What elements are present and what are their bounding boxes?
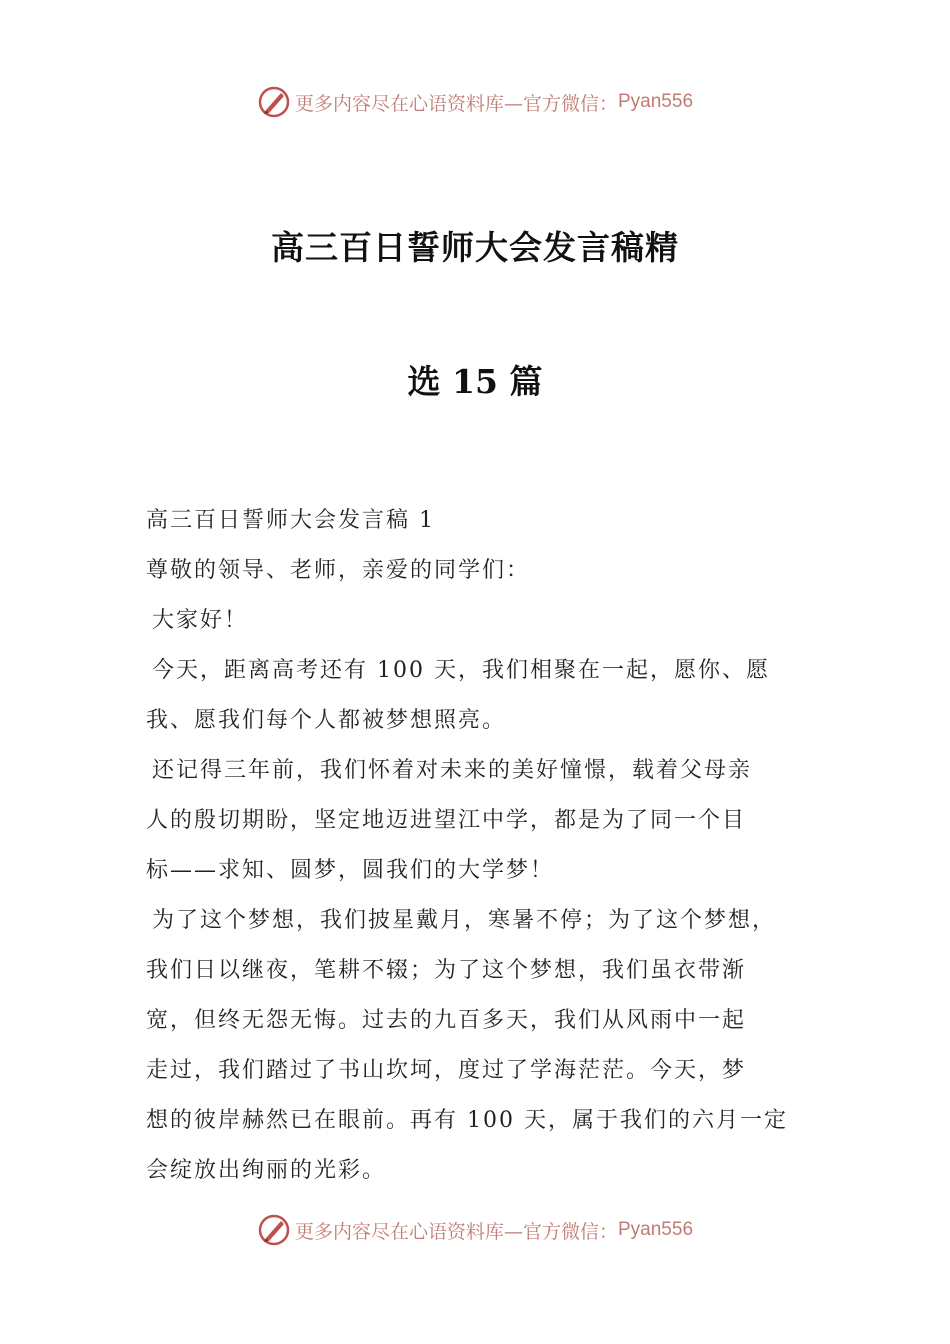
document-title-line2: 选 15 篇: [407, 362, 543, 401]
paragraph-line: 走过，我们踏过了书山坎坷，度过了学海茫茫。今天，梦: [146, 1058, 747, 1083]
section-heading: 高三百日誓师大会发言稿 1: [146, 508, 435, 533]
paragraph-line: 我们日以继夜，笔耕不辍；为了这个梦想，我们虽衣带渐: [146, 958, 747, 983]
paragraph-line: 我、愿我们每个人都被梦想照亮。: [146, 708, 507, 733]
header-banner: [0, 82, 950, 122]
paragraph-line: 标——求知、圆梦，圆我们的大学梦！: [146, 858, 555, 883]
document-title-line1: 高三百日誓师大会发言稿精: [271, 228, 679, 267]
banner-wechat-handle: Pyan556: [618, 1219, 694, 1240]
paragraph-line: 今天，距离高考还有 100 天，我们相聚在一起，愿你、愿: [152, 658, 770, 683]
greeting: 大家好！: [152, 608, 249, 633]
paragraph-line: 人的殷切期盼，坚定地迈进望江中学，都是为了同一个目: [146, 808, 747, 833]
document-body: [146, 496, 808, 1196]
paragraph-line: 为了这个梦想，我们披星戴月，寒暑不停；为了这个梦想，: [152, 908, 777, 933]
paragraph-line: 会绽放出绚丽的光彩。: [146, 1158, 387, 1183]
pen-logo-icon: [257, 1213, 291, 1247]
footer-banner: [0, 1210, 950, 1250]
paragraph-line: 宽，但终无怨无悔。过去的九百多天，我们从风雨中一起: [146, 1008, 747, 1033]
banner-text: 更多内容尽在心语资料库—官方微信：: [294, 1220, 618, 1243]
pen-logo-icon: [257, 85, 291, 119]
banner-wechat-handle: Pyan556: [618, 91, 694, 112]
salutation: 尊敬的领导、老师，亲爱的同学们：: [146, 558, 531, 583]
paragraph-line: 还记得三年前，我们怀着对未来的美好憧憬，载着父母亲: [152, 758, 753, 783]
banner-text: 更多内容尽在心语资料库—官方微信：: [294, 92, 618, 115]
paragraph-line: 想的彼岸赫然已在眼前。再有 100 天，属于我们的六月一定: [146, 1108, 788, 1133]
